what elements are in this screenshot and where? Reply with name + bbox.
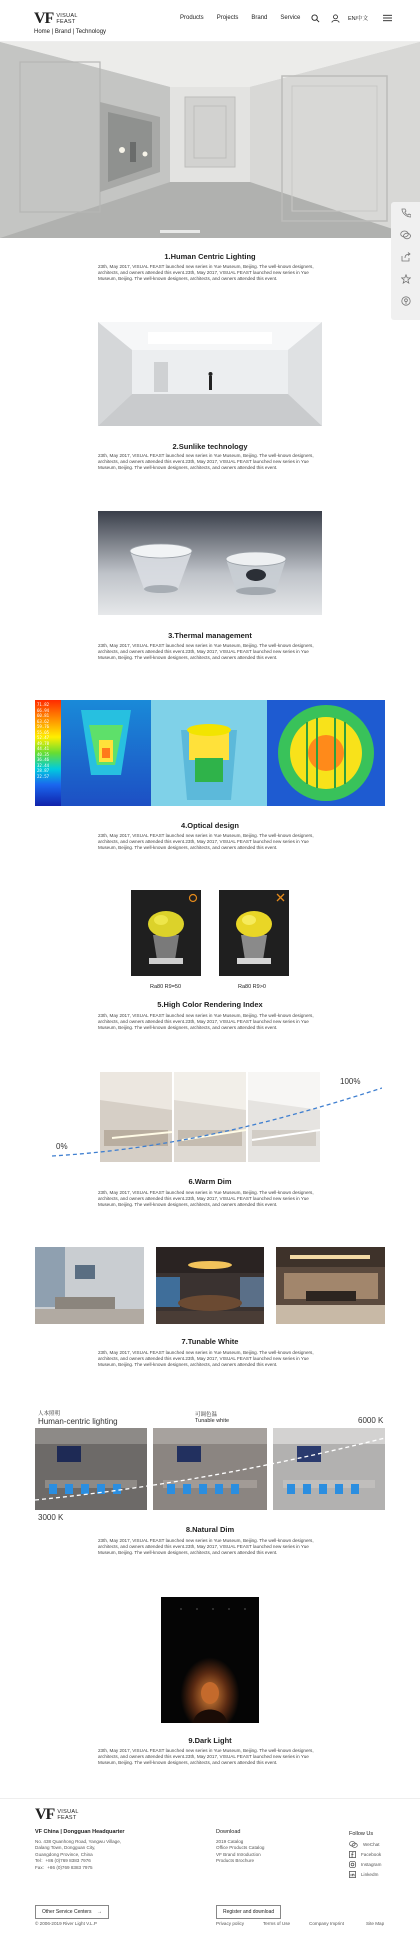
section-title-1: 1.Human Centric Lighting bbox=[164, 252, 256, 261]
thermal-scale-labels bbox=[37, 702, 61, 779]
thermal-scale-value: 49.78 bbox=[37, 740, 50, 746]
hero-image bbox=[0, 42, 420, 238]
logo-mark: VF bbox=[34, 10, 54, 27]
facebook-icon bbox=[349, 1851, 356, 1858]
location-icon[interactable] bbox=[391, 290, 420, 312]
natural-dim-label1-cn: 人本照明 bbox=[38, 1411, 61, 1417]
tunable-white-image-1 bbox=[35, 1247, 144, 1324]
cri-left-label: Ra80 R9=50 bbox=[150, 984, 182, 990]
footer-link-sitemap[interactable]: Site Map bbox=[366, 1921, 385, 1926]
section-text-5: 23th, May 2017, VISUAL FEAST launched new series in Yue Museum, Beijing. The well-known designers, architects, and owners attended this event.23th, May 2017, VISUAL FEAST launched new series in Yue Museum, Beijing. The well-known designers, architects, and owners attended this event. bbox=[98, 1013, 314, 1031]
footer-logo-line1: VISUAL bbox=[57, 1809, 79, 1815]
download-link[interactable]: VF Brand Introduction bbox=[216, 1851, 261, 1857]
natural-dim-cct-low: 3000 K bbox=[38, 1513, 64, 1522]
download-link[interactable]: Products Brochure bbox=[216, 1858, 255, 1864]
address-line: No. 438 Quanhong Road, Yangwu Village, bbox=[35, 1839, 122, 1844]
other-service-label: Other Service Centers bbox=[42, 1909, 92, 1915]
star-icon[interactable] bbox=[391, 268, 420, 290]
phone-icon[interactable] bbox=[391, 202, 420, 224]
main-nav bbox=[180, 15, 313, 21]
fax-number: Fax：+86 (0)769 8383 7975 bbox=[35, 1864, 93, 1870]
section-title-3: 3.Thermal management bbox=[168, 631, 252, 640]
breadcrumb[interactable]: Home | Brand | Technology bbox=[34, 29, 107, 35]
logo-line2: FEAST bbox=[56, 19, 76, 25]
social-wechat[interactable] bbox=[349, 1841, 381, 1848]
phone-number: Tel：+86 (0)769 8383 7976 bbox=[35, 1858, 91, 1864]
user-icon[interactable] bbox=[328, 11, 342, 25]
sunlike-room-image bbox=[98, 322, 322, 426]
social-label: Instagram bbox=[361, 1862, 382, 1867]
download-list bbox=[216, 1839, 264, 1865]
section-title-6: 6.Warm Dim bbox=[188, 1177, 232, 1186]
wechat-icon bbox=[349, 1841, 358, 1848]
footer-address bbox=[35, 1839, 121, 1871]
social-label: WeChat bbox=[363, 1842, 380, 1847]
site-footer bbox=[0, 1798, 420, 1953]
copyright: © 2006-2019 River Light V.L.P bbox=[35, 1921, 97, 1926]
section-text-3: 23th, May 2017, VISUAL FEAST launched new series in Yue Museum, Beijing. The well-known designers, architects, and owners attended this event.23th, May 2017, VISUAL FEAST launched new series in Yue Museum, Beijing. The well-known designers, architects, and owners attended this event. bbox=[98, 643, 314, 661]
logo-wordmark bbox=[56, 13, 77, 25]
section-title-2: 2.Sunlike technology bbox=[172, 442, 248, 451]
section-title-4: 4.Optical design bbox=[181, 821, 239, 830]
thermal-scale-value: 59.76 bbox=[37, 724, 50, 729]
warm-dim-end-label: 100% bbox=[340, 1077, 361, 1086]
cri-right-label: Ra80 R9>0 bbox=[238, 984, 266, 990]
header-actions bbox=[308, 11, 400, 25]
cri-left-image bbox=[131, 890, 201, 976]
social-label: LinkedIn bbox=[361, 1872, 379, 1877]
footer-logo-line2: FEAST bbox=[57, 1815, 77, 1821]
chat-icon[interactable] bbox=[391, 224, 420, 246]
tunable-white-image-3 bbox=[276, 1247, 385, 1324]
social-label: Facebook bbox=[361, 1852, 382, 1857]
search-icon[interactable] bbox=[308, 11, 322, 25]
thermal-scale-value: 63.62 bbox=[37, 718, 50, 724]
thermal-scale-value: 40.35 bbox=[37, 751, 50, 757]
thermal-scale-value: 52.47 bbox=[37, 735, 50, 740]
footer-company: VF China | Dongguan Headquarter bbox=[35, 1829, 125, 1835]
footer-logo-mark: VF bbox=[35, 1806, 55, 1823]
address-line: Dalang Town, Dongguan City, bbox=[35, 1845, 96, 1851]
thermal-scale-value: 32.44 bbox=[37, 762, 50, 768]
nav-brand[interactable]: Brand bbox=[251, 15, 268, 21]
social-list bbox=[349, 1841, 381, 1881]
social-linkedin[interactable] bbox=[349, 1871, 381, 1878]
warm-dim-image bbox=[52, 1070, 382, 1170]
section-title-5: 5.High Color Rendering Index bbox=[157, 1000, 263, 1009]
nav-projects[interactable]: Projects bbox=[216, 15, 239, 21]
nav-service[interactable]: Service bbox=[280, 15, 301, 21]
linkedin-icon bbox=[349, 1871, 356, 1878]
thermal-scale-value: 28.87 bbox=[37, 768, 50, 773]
natural-dim-label1-en: Human-centric lighting bbox=[38, 1417, 118, 1426]
tunable-white-image-2 bbox=[156, 1247, 264, 1324]
footer-link-terms[interactable]: Terms of Use bbox=[263, 1921, 291, 1926]
download-link[interactable]: 2019 Catalog bbox=[216, 1839, 244, 1844]
thermal-scale-value: 55.05 bbox=[37, 729, 50, 735]
warm-dim-start-label: 0% bbox=[56, 1142, 68, 1151]
section-text-6: 23th, May 2017, VISUAL FEAST launched new series in Yue Museum, Beijing. The well-known designers, architects, and owners attended this event.23th, May 2017, VISUAL FEAST launched new series in Yue Museum, Beijing. The well-known designers, architects, and owners attended this event. bbox=[98, 1190, 314, 1208]
section-title-7: 7.Tunable White bbox=[181, 1337, 239, 1346]
thermal-scale-value: 71.82 bbox=[37, 702, 50, 707]
language-switch[interactable]: EN/中文 bbox=[348, 16, 369, 22]
thermal-simulation-image bbox=[35, 700, 385, 806]
section-text-9: 23th, May 2017, VISUAL FEAST launched new series in Yue Museum, Beijing. The well-known designers, architects, and owners attended this event.23th, May 2017, VISUAL FEAST launched new series in Yue Museum, Beijing. The well-known designers, architects, and owners attended this event. bbox=[98, 1748, 314, 1766]
instagram-icon bbox=[349, 1861, 356, 1868]
register-download-button[interactable]: Register and download bbox=[216, 1905, 281, 1919]
natural-dim-image bbox=[35, 1428, 385, 1510]
logo-line1: VISUAL bbox=[56, 13, 78, 19]
footer-link-privacy[interactable]: Privacy policy bbox=[216, 1921, 245, 1926]
download-link[interactable]: Office Products Catalog bbox=[216, 1845, 265, 1851]
section-text-1: 23th, May 2017, VISUAL FEAST launched new series in Yue Museum, Beijing. The well-known designers, architects, and owners attended this event.23th, May 2017, VISUAL FEAST launched new series in Yue Museum, Beijing. The well-known designers, architects, and owners attended this event. bbox=[98, 264, 314, 282]
thermal-scale-value: 22.57 bbox=[37, 773, 50, 779]
menu-icon[interactable] bbox=[380, 11, 394, 25]
natural-dim-cct-high: 6000 K bbox=[358, 1416, 384, 1425]
other-service-centers-button[interactable] bbox=[35, 1905, 109, 1919]
section-title-9: 9.Dark Light bbox=[188, 1736, 232, 1745]
site-header bbox=[0, 0, 420, 42]
cri-right-image bbox=[219, 890, 289, 976]
side-toolbar bbox=[391, 202, 420, 320]
social-instagram[interactable] bbox=[349, 1861, 381, 1868]
section-text-2: 23th, May 2017, VISUAL FEAST launched new series in Yue Museum, Beijing. The well-known designers, architects, and owners attended this event.23th, May 2017, VISUAL FEAST launched new series in Yue Museum, Beijing. The well-known designers, architects, and owners attended this event. bbox=[98, 453, 314, 471]
footer-logo[interactable] bbox=[35, 1807, 79, 1823]
nav-products[interactable]: Products bbox=[180, 15, 204, 21]
address-line: Guangdong Province, China bbox=[35, 1851, 93, 1857]
logo[interactable] bbox=[34, 11, 78, 27]
thermal-scale-value: 44.41 bbox=[37, 746, 50, 751]
footer-link-imprint[interactable]: Company Imprint bbox=[309, 1921, 344, 1926]
section-text-8: 23th, May 2017, VISUAL FEAST launched new series in Yue Museum, Beijing. The well-known designers, architects, and owners attended this event.23th, May 2017, VISUAL FEAST launched new series in Yue Museum, Beijing. The well-known designers, architects, and owners attended this event. bbox=[98, 1538, 314, 1556]
section-text-4: 23th, May 2017, VISUAL FEAST launched new series in Yue Museum, Beijing. The well-known designers, architects, and owners attended this event.23th, May 2017, VISUAL FEAST launched new series in Yue Museum, Beijing. The well-known designers, architects, and owners attended this event. bbox=[98, 833, 314, 851]
section-text-7: 23th, May 2017, VISUAL FEAST launched new series in Yue Museum, Beijing. The well-known designers, architects, and owners attended this event.23th, May 2017, VISUAL FEAST launched new series in Yue Museum, Beijing. The well-known designers, architects, and owners attended this event. bbox=[98, 1350, 314, 1368]
thermal-lens-image bbox=[98, 511, 322, 615]
natural-dim-label2-cn: 可调色温 bbox=[195, 1412, 218, 1418]
thermal-scale-value: 60.81 bbox=[37, 713, 50, 718]
thermal-scale-value: 36.46 bbox=[37, 757, 50, 762]
social-facebook[interactable] bbox=[349, 1851, 381, 1858]
footer-logo-wordmark bbox=[57, 1809, 78, 1821]
follow-us-title: Follow Us bbox=[349, 1831, 374, 1837]
section-title-8: 8.Natural Dim bbox=[185, 1525, 235, 1534]
dark-light-image bbox=[161, 1597, 259, 1723]
natural-dim-label2-en: Tunable white bbox=[195, 1418, 230, 1424]
thermal-scale-value: 66.94 bbox=[37, 707, 50, 713]
arrow-right-icon: → bbox=[96, 1909, 102, 1915]
download-title: Download bbox=[216, 1829, 241, 1835]
